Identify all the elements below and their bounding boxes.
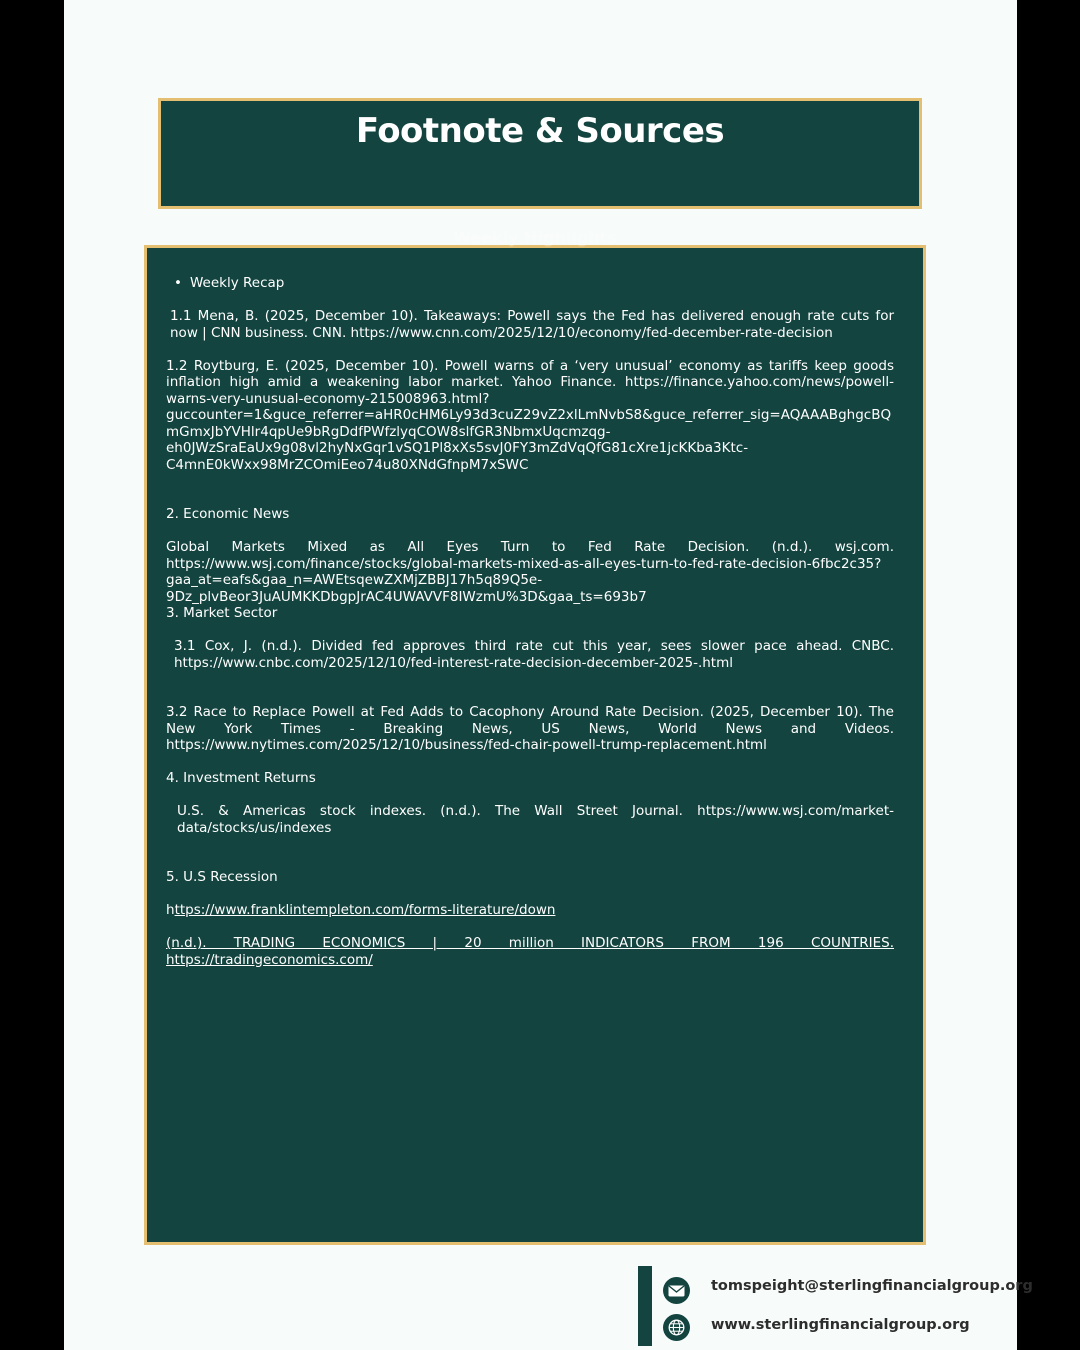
section-us-recession: 5. U.S Recession — [166, 869, 278, 885]
title-banner — [158, 98, 922, 209]
source-2: Global Markets Mixed as All Eyes Turn to Fed Rate Decision. (n.d.). wsj.com. https://www.wsj.com/finance/stocks/global-markets-mixed-as-all-eyes-turn-to-fed-rate-decision-6fbc2c35?gaa_at=eafs&gaa_n=AWEtsqewZXMjZBBJ17h5q89Q5e-9Dz_plvBeor3JuAUMKKDbgpJrAC4UWAVVF8IWzmU%3D&gaa_ts=693b7 — [166, 539, 894, 605]
section-economic-news: 2. Economic News — [166, 506, 290, 522]
section-market-sector: 3. Market Sector — [166, 605, 278, 621]
sources-content — [166, 275, 894, 968]
contact-email[interactable]: tomspeight@sterlingfinancialgroup.org — [711, 1278, 1033, 1294]
sources-panel — [144, 228, 926, 1245]
page — [64, 0, 1017, 1350]
source-1-1: 1.1 Mena, B. (2025, December 10). Takeaways: Powell says the Fed has delivered enough rate cuts for now | CNN business. CNN. https://www.cnn.com/2025/12/10/economy/fed-december-rate-decision — [170, 308, 894, 341]
faint-heading: Weekly Highlights — [453, 228, 617, 247]
contact-website[interactable]: www.sterlingfinancialgroup.org — [711, 1317, 970, 1333]
section-investment-returns: 4. Investment Returns — [166, 770, 316, 786]
source-1-2: 1.2 Roytburg, E. (2025, December 10). Powell warns of a ‘very unusual’ economy as tariffs keep goods inflation high amid a weakening labor market. Yahoo Finance. https://finance.yahoo.com/news/powell-warns-very-unusual-economy-215008963.html?guccounter=1&guce_referrer=aHR0cHM6Ly93d3cuZ29vZ2xlLmNvbS8&guce_referrer_sig=AQAAABghgcBQmGmxJbYVHlr4qpUe9bRgDdfPWfzlyqCOW8slfGR3NbmxUqcmzqg-eh0JWzSraEaUx9g08vl2hyNxGqr1vSQ1Pl8xXs5svJ0FY3mZdVqQfG81cXre1jcKKba3Ktc-C4mnE0kWxx98MrZCOmiEeo74u80XNdGfnpM7xSWC — [166, 357, 894, 473]
page-title: Footnote & Sources — [355, 111, 725, 151]
globe-icon — [663, 1314, 690, 1341]
source-3-1: 3.1 Cox, J. (n.d.). Divided fed approves third rate cut this year, sees slower pace ahead. CNBC. https://www.cnbc.com/2025/12/10/fed-interest-rate-decision-december-2025-.html — [174, 638, 894, 671]
source-4: U.S. & Americas stock indexes. (n.d.). The Wall Street Journal. https://www.wsj.com/market-data/stocks/us/indexes — [177, 803, 894, 836]
source-5-trading-economics[interactable]: (n.d.). TRADING ECONOMICS | 20 million INDICATORS FROM 196 COUNTRIES. https://tradingeconomics.com/ — [166, 935, 894, 968]
footer-accent-bar — [638, 1266, 652, 1346]
weekly-recap-heading: • Weekly Recap — [174, 275, 894, 292]
weekly-recap-list — [174, 275, 894, 292]
source-3-2: 3.2 Race to Replace Powell at Fed Adds to Cacophony Around Rate Decision. (2025, December 10). The New York Times - Breaking News, US News, World News and Videos. https://www.nytimes.com/2025/12/10/business/fed-chair-powell-trump-replacement.html — [166, 704, 894, 753]
source-5-link-line: https://www.franklintempleton.com/forms-literature/down — [166, 902, 556, 918]
envelope-icon — [663, 1277, 690, 1304]
franklin-link[interactable]: ttps://www.franklintempleton.com/forms-literature/down — [174, 902, 556, 918]
